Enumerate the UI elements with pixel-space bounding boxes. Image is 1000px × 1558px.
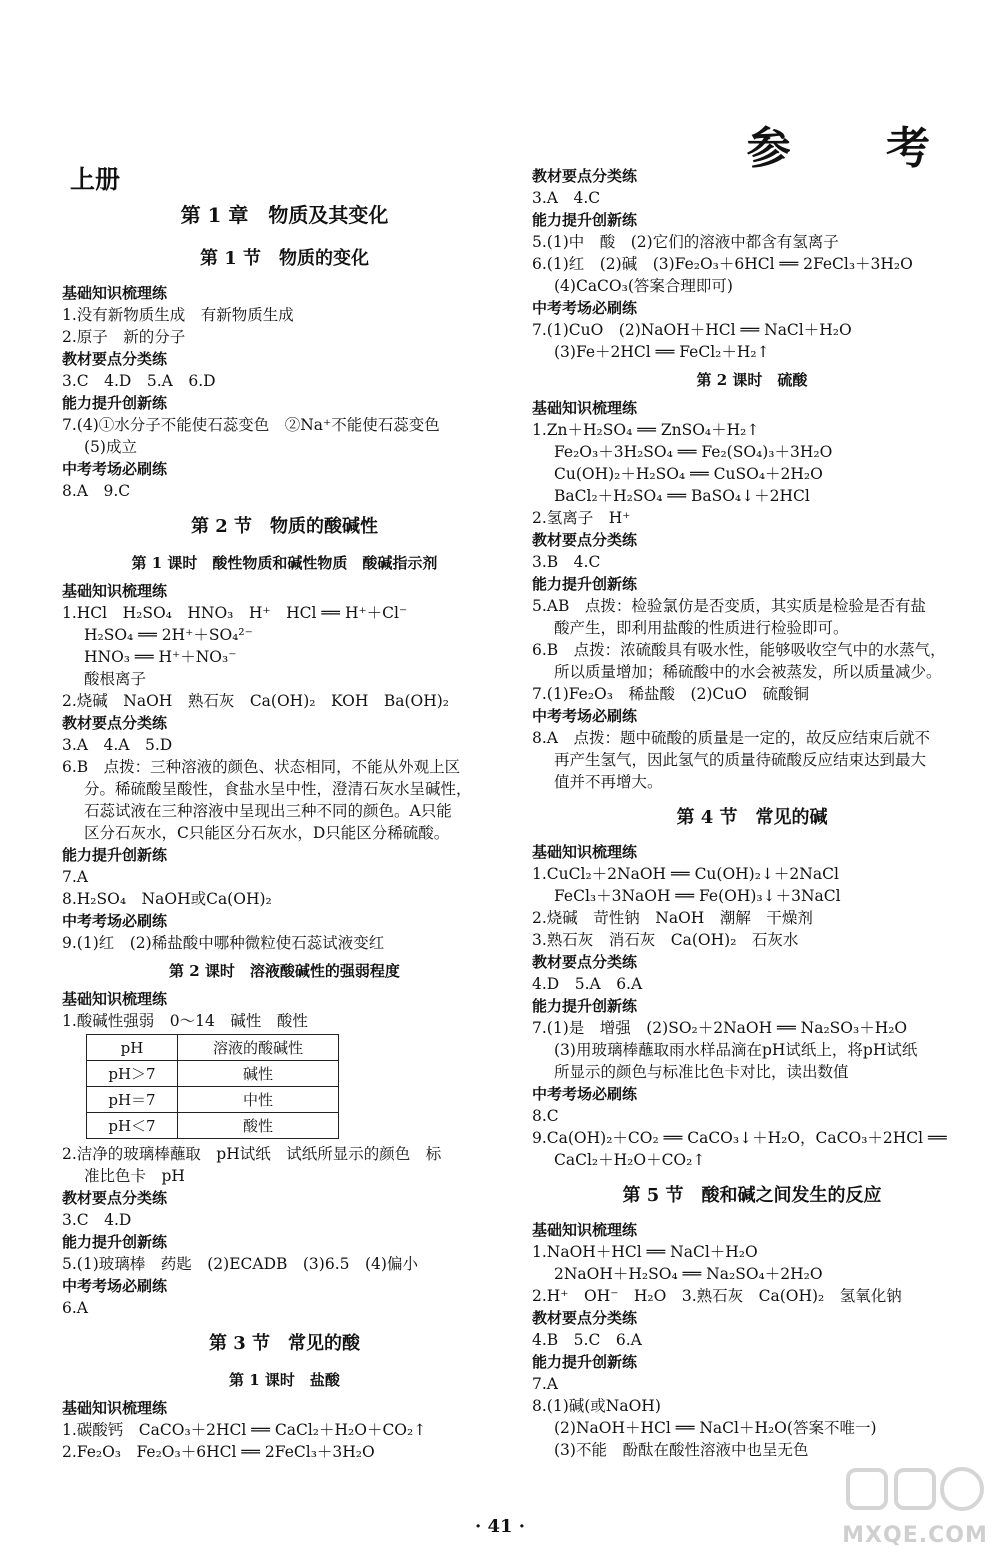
table-header-row: [87, 1035, 339, 1061]
subsection-heading: 能力提升创新练: [62, 846, 168, 864]
answer-line: H₂SO₄ ══ 2H⁺＋SO₄²⁻: [84, 626, 253, 644]
subsection-heading: 能力提升创新练: [532, 575, 638, 593]
answer-line: 3.熟石灰 消石灰 Ca(OH)₂ 石灰水: [532, 931, 799, 949]
answer-line: 1.没有新物质生成 有新物质生成: [62, 306, 294, 324]
lesson-title: 第 1 课时 酸性物质和碱性物质 酸碱指示剂: [131, 554, 438, 572]
subsection-heading: 教材要点分类练: [532, 953, 638, 971]
answer-line: 5.AB 点拨：检验氯仿是否变质，其实质是检验是否有盐: [532, 597, 926, 615]
answer-line: 7.(1)CuO (2)NaOH＋HCl ══ NaCl＋H₂O: [532, 321, 852, 339]
answer-line: 7.A: [532, 1375, 558, 1393]
answer-line: 7.(4)①水分子不能使石蕊变色 ②Na⁺不能使石蕊变色: [62, 416, 440, 434]
answer-line: (4)CaCO₃(答案合理即可): [554, 277, 733, 295]
answer-line: 6.B 点拨：三种溶液的颜色、状态相同，不能从外观上区: [62, 758, 461, 776]
answer-line: BaCl₂＋H₂SO₄ ══ BaSO₄↓＋2HCl: [554, 487, 810, 505]
subsection-heading: 教材要点分类练: [62, 1189, 168, 1207]
table-cell: 碱性: [178, 1061, 339, 1087]
subsection-heading: 基础知识梳理练: [532, 1221, 638, 1239]
answer-line: FeCl₃＋3NaOH ══ Fe(OH)₃↓＋3NaCl: [554, 887, 841, 905]
page-number: · 41 ·: [474, 1516, 526, 1537]
subsection-heading: 中考考场必刷练: [532, 1085, 638, 1103]
page-title: 参 考: [746, 123, 970, 174]
lesson-title: 第 1 课时 盐酸: [229, 1371, 340, 1389]
subsection-heading: 基础知识梳理练: [62, 1399, 168, 1417]
answer-line: 3.C 4.D: [62, 1211, 132, 1229]
table-cell: pH＝7: [87, 1087, 178, 1113]
answer-line: 值并不再增大。: [554, 773, 663, 791]
answer-line: 酸根离子: [84, 670, 147, 688]
answer-line: 3.A 4.C: [532, 189, 601, 207]
answer-line: CaCl₂＋H₂O＋CO₂↑: [554, 1151, 706, 1169]
answer-line: 4.D 5.A 6.A: [532, 975, 643, 993]
answer-line: 3.A 4.A 5.D: [62, 736, 173, 754]
answer-line: 2.洁净的玻璃棒蘸取 pH试纸 试纸所显示的颜色 标: [62, 1145, 442, 1163]
watermark-text: MXQE.COM: [842, 1523, 988, 1548]
answer-line: 1.HCl H₂SO₄ HNO₃ H⁺ HCl ══ H⁺＋Cl⁻: [62, 604, 408, 622]
answer-line: 4.B 5.C 6.A: [532, 1331, 642, 1349]
answer-line: 8.A 点拨：题中硫酸的质量是一定的，故反应结束后就不: [532, 729, 930, 747]
answer-line: 8.C: [532, 1107, 559, 1125]
subsection-heading: 中考考场必刷练: [532, 299, 638, 317]
answer-line: 所以质量增加；稀硫酸中的水会被蒸发，所以质量减少。: [554, 663, 942, 681]
subsection-heading: 基础知识梳理练: [532, 399, 638, 417]
table-cell: pH＜7: [87, 1113, 178, 1139]
answer-line: 1.Zn＋H₂SO₄ ══ ZnSO₄＋H₂↑: [532, 421, 760, 439]
subsection-heading: 能力提升创新练: [532, 211, 638, 229]
subsection-heading: 能力提升创新练: [532, 997, 638, 1015]
answer-line: 6.B 点拨：浓硫酸具有吸水性，能够吸收空气中的水蒸气，: [532, 641, 946, 659]
answer-line: 6.(1)红 (2)碱 (3)Fe₂O₃＋6HCl ══ 2FeCl₃＋3H₂O: [532, 255, 913, 273]
table-cell: 酸性: [178, 1113, 339, 1139]
answer-line: 7.(1)Fe₂O₃ 稀盐酸 (2)CuO 硫酸铜: [532, 685, 809, 703]
subsection-heading: 教材要点分类练: [532, 531, 638, 549]
subsection-heading: 教材要点分类练: [62, 714, 168, 732]
answer-line: 再产生氢气，因此氢气的质量待硫酸反应结束达到最大: [554, 751, 927, 769]
answer-line: 5.(1)中 酸 (2)它们的溶液中都含有氢离子: [532, 233, 839, 251]
subsection-heading: 基础知识梳理练: [532, 843, 638, 861]
answer-line: Fe₂O₃＋3H₂SO₄ ══ Fe₂(SO₄)₃＋3H₂O: [554, 443, 833, 461]
answer-line: 2.烧碱 NaOH 熟石灰 Ca(OH)₂ KOH Ba(OH)₂: [62, 692, 450, 710]
section-title: 第 5 节 酸和碱之间发生的反应: [622, 1185, 882, 1206]
answer-line: 酸产生，即利用盐酸的性质进行检验即可。: [554, 619, 849, 637]
subsection-heading: 中考考场必刷练: [62, 912, 168, 930]
answer-line: 9.Ca(OH)₂＋CO₂ ══ CaCO₃↓＋H₂O，CaCO₃＋2HCl ══: [532, 1129, 947, 1147]
subsection-heading: 教材要点分类练: [62, 350, 168, 368]
answer-line: 8.H₂SO₄ NaOH或Ca(OH)₂: [62, 890, 272, 908]
section-title: 第 2 节 物质的酸碱性: [190, 516, 379, 537]
answer-line: 2.原子 新的分子: [62, 328, 186, 346]
answer-line: 3.B 4.C: [532, 553, 601, 571]
lesson-title: 第 2 课时 硫酸: [696, 371, 808, 389]
subsection-heading: 中考考场必刷练: [532, 707, 638, 725]
answer-line: 8.(1)碱(或NaOH): [532, 1397, 661, 1415]
answer-line: 石蕊试液在三种溶液中呈现出三种不同的颜色。A只能: [84, 802, 452, 820]
answer-line: 1.碳酸钙 CaCO₃＋2HCl ══ CaCl₂＋H₂O＋CO₂↑: [62, 1421, 427, 1439]
table-cell: pH＞7: [87, 1061, 178, 1087]
answer-line: 5.(1)玻璃棒 药匙 (2)ECADB (3)6.5 (4)偏小: [62, 1255, 418, 1273]
answer-line: 2.烧碱 苛性钠 NaOH 潮解 干燥剂: [532, 909, 813, 927]
subsection-heading: 中考考场必刷练: [62, 1277, 168, 1295]
subsection-heading: 基础知识梳理练: [62, 284, 168, 302]
answer-line: 区分石灰水，C只能区分石灰水，D只能区分稀硫酸。: [84, 824, 450, 842]
answer-line: 2.H⁺ OH⁻ H₂O 3.熟石灰 Ca(OH)₂ 氢氧化钠: [532, 1287, 902, 1305]
section-title: 第 1 节 物质的变化: [199, 248, 370, 269]
answer-line: (3)Fe＋2HCl ══ FeCl₂＋H₂↑: [554, 343, 770, 361]
answer-line: 9.(1)红 (2)稀盐酸中哪种微粒使石蕊试液变红: [62, 934, 385, 952]
subsection-heading: 中考考场必刷练: [62, 460, 168, 478]
answer-line: 1.CuCl₂＋2NaOH ══ Cu(OH)₂↓＋2NaCl: [532, 865, 839, 883]
subsection-heading: 基础知识梳理练: [62, 582, 168, 600]
ph-table: [86, 1034, 339, 1139]
section-title: 第 4 节 常见的碱: [676, 807, 828, 828]
subsection-heading: 教材要点分类练: [532, 167, 638, 185]
answer-line: 6.A: [62, 1299, 88, 1317]
answer-line: (3)用玻璃棒蘸取雨水样品滴在pH试纸上，将pH试纸: [554, 1041, 918, 1059]
subsection-heading: 基础知识梳理练: [62, 990, 168, 1008]
answer-line: 7.A: [62, 868, 88, 886]
subsection-heading: 教材要点分类练: [532, 1309, 638, 1327]
table-cell: 中性: [178, 1087, 339, 1113]
answer-line: 2.Fe₂O₃ Fe₂O₃＋6HCl ══ 2FeCl₃＋3H₂O: [62, 1443, 375, 1461]
table-row: [87, 1087, 339, 1113]
watermark-icon: [840, 1462, 990, 1522]
table-header-cell: pH: [87, 1035, 178, 1061]
chapter-title: 第 1 章 物质及其变化: [180, 203, 389, 227]
answer-line: (3)不能 酚酞在酸性溶液中也呈无色: [554, 1441, 809, 1459]
table-row: [87, 1113, 339, 1139]
subsection-heading: 能力提升创新练: [62, 1233, 168, 1251]
left-column: [62, 162, 507, 1463]
subsection-heading: 能力提升创新练: [532, 1353, 638, 1371]
watermark-logo: [840, 1462, 990, 1552]
table-header-cell: 溶液的酸碱性: [178, 1035, 339, 1061]
answer-line: 分。稀硫酸呈酸性，食盐水呈中性，澄清石灰水呈碱性，: [84, 780, 472, 798]
answer-line: 3.C 4.D 5.A 6.D: [62, 372, 216, 390]
section-title: 第 3 节 常见的酸: [208, 1333, 361, 1354]
answer-line: 2NaOH＋H₂SO₄ ══ Na₂SO₄＋2H₂O: [554, 1265, 823, 1283]
answer-line: 准比色卡 pH: [84, 1167, 185, 1185]
answer-line: (5)成立: [84, 438, 137, 456]
answer-line: 所显示的颜色与标准比色卡对比，读出数值: [554, 1063, 849, 1081]
answer-line: HNO₃ ══ H⁺＋NO₃⁻: [84, 648, 237, 666]
answer-line: 2.氢离子 H⁺: [532, 509, 631, 527]
lesson-title: 第 2 课时 溶液酸碱性的强弱程度: [169, 962, 400, 980]
answer-line: (2)NaOH＋HCl ══ NaCl＋H₂O(答案不唯一): [554, 1419, 877, 1437]
answer-line: Cu(OH)₂＋H₂SO₄ ══ CuSO₄＋2H₂O: [554, 465, 823, 483]
answer-line: 8.A 9.C: [62, 482, 131, 500]
answer-line: 1.酸碱性强弱 0～14 碱性 酸性: [62, 1012, 308, 1030]
table-row: [87, 1061, 339, 1087]
right-column: [532, 165, 972, 1461]
subsection-heading: 能力提升创新练: [62, 394, 168, 412]
answer-line: 1.NaOH＋HCl ══ NaCl＋H₂O: [532, 1243, 758, 1261]
answer-line: 7.(1)是 增强 (2)SO₂＋2NaOH ══ Na₂SO₃＋H₂O: [532, 1019, 908, 1037]
volume-title: 上册: [70, 165, 121, 194]
